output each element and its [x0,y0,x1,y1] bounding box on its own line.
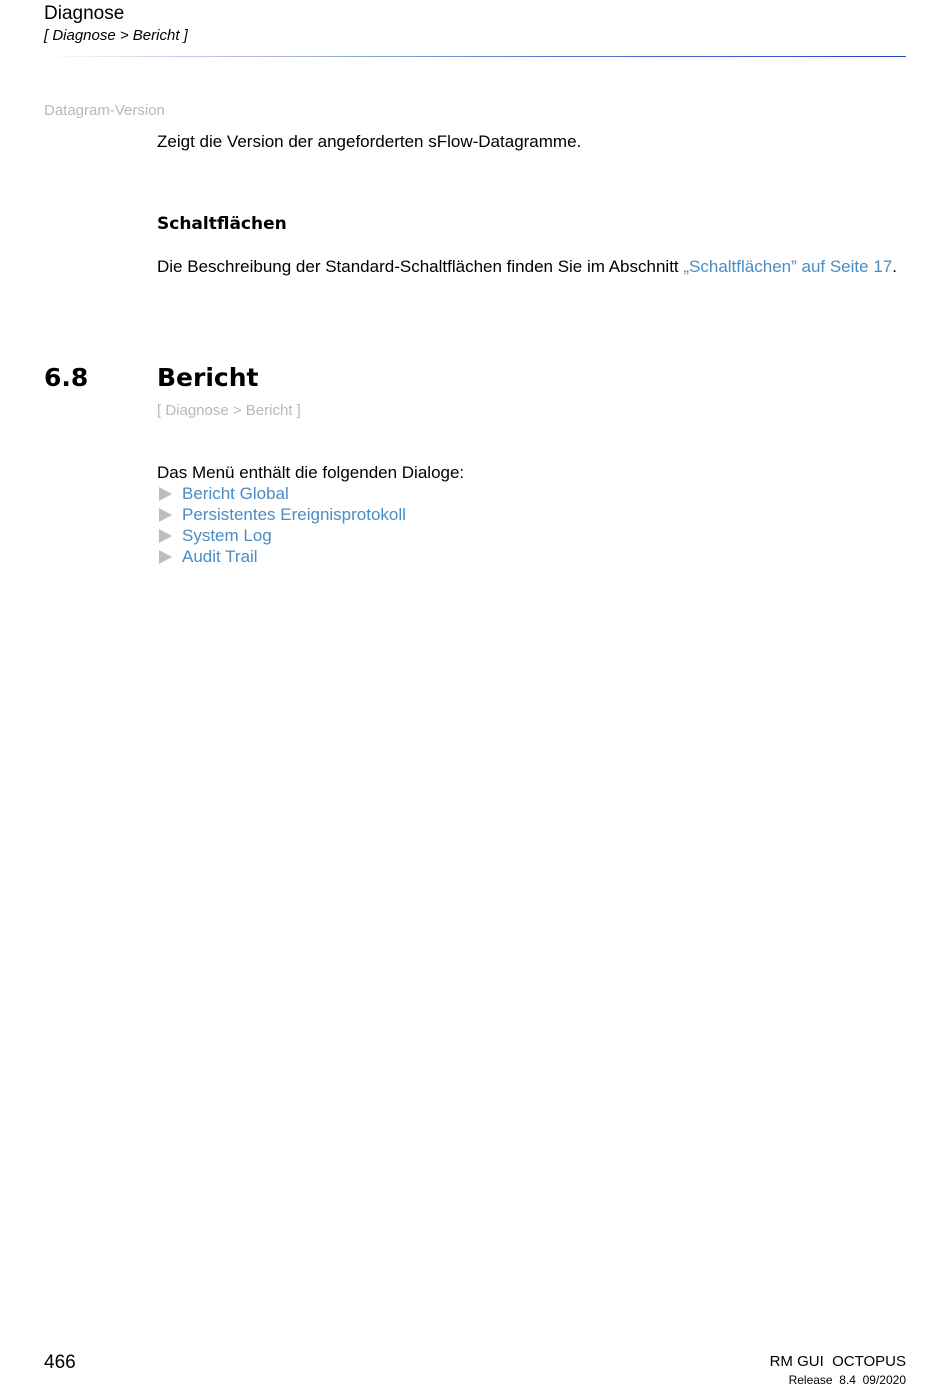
footer-release-info: Release 8.4 09/2020 [788,1373,906,1387]
triangle-right-icon [159,508,172,522]
section-breadcrumb: [ Diagnose > Bericht ] [157,402,301,419]
list-item [157,483,406,504]
menu-intro: Das Menü enthält die folgenden Dialoge: [157,463,465,482]
running-header-title: Diagnose [44,3,125,24]
header-divider [44,56,906,57]
dialog-list [157,483,406,567]
triangle-right-icon [159,529,172,543]
subsection-heading: Schaltflächen [157,214,287,234]
cross-reference-link[interactable]: „Schaltflächen” auf Seite 17 [683,257,893,276]
dialog-link-bericht-global[interactable]: Bericht Global [182,484,289,503]
dialog-link-audit-trail[interactable]: Audit Trail [182,547,258,566]
page-number: 466 [44,1352,76,1373]
section-title: Bericht [157,363,259,392]
buttons-description-end: . [892,257,897,276]
dialog-link-system-log[interactable]: System Log [182,526,272,545]
field-label: Datagram-Version [44,102,165,119]
triangle-right-icon [159,487,172,501]
running-header-breadcrumb: [ Diagnose > Bericht ] [44,27,188,44]
list-item [157,525,406,546]
buttons-description-text: Die Beschreibung der Standard-Schaltflächen finden Sie im Abschnitt [157,257,684,276]
footer-product-name: RM GUI OCTOPUS [769,1353,906,1370]
triangle-right-icon [159,550,172,564]
field-description: Zeigt die Version der angeforderten sFlow-Datagramme. [157,132,582,151]
section-number: 6.8 [44,363,89,392]
list-item [157,504,406,525]
dialog-link-persistentes-ereignisprotokoll[interactable]: Persistentes Ereignisprotokoll [182,505,406,524]
list-item [157,546,406,567]
buttons-description [157,256,897,277]
